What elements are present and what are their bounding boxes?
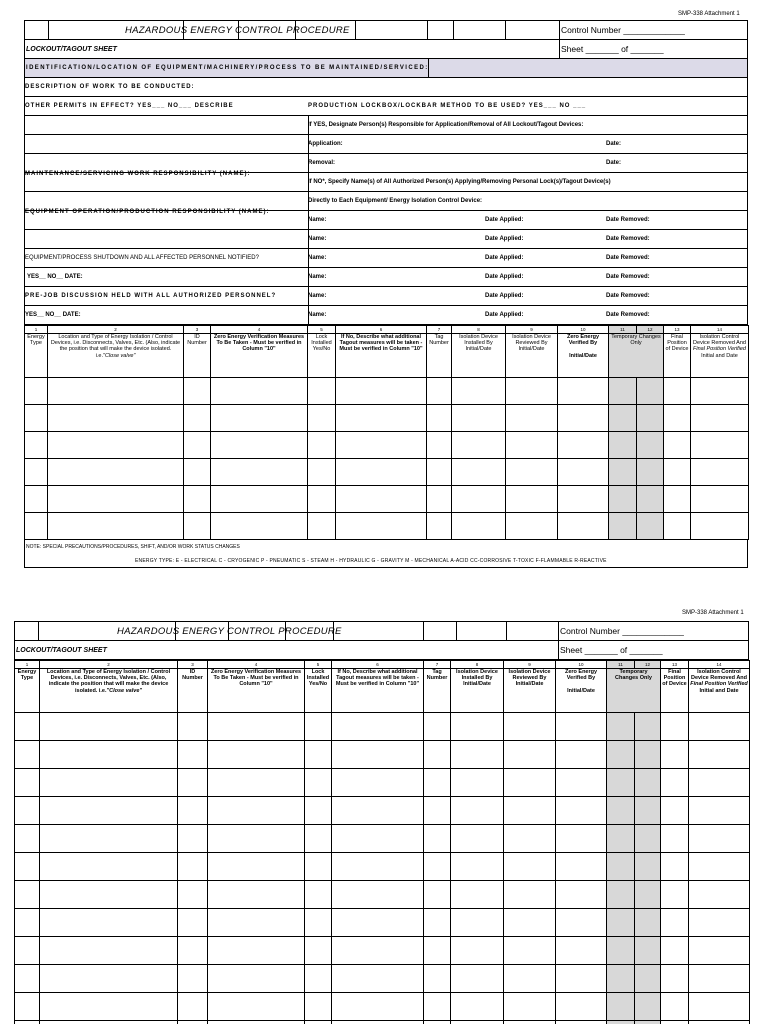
col-reviewed-by: Isolation Device Reviewed By Initial/Date <box>504 669 556 713</box>
col-temporary-changes: Temporary Changes Only <box>609 334 664 378</box>
col-installed-by: Isolation Device Installed By Initial/Date <box>452 334 506 378</box>
col-zero-energy-verified <box>556 669 607 713</box>
date-applied-label: Date Applied: <box>485 293 524 299</box>
col-id-number: ID Number <box>178 669 208 713</box>
table-row[interactable] <box>15 909 750 937</box>
sheet-label: Sheet <box>561 44 584 54</box>
col-zero-energy-verified <box>558 334 609 378</box>
col-installed-by: Isolation Device Installed By Initial/Date <box>451 669 504 713</box>
subtitle-row <box>25 40 747 59</box>
col-num: 2 <box>40 661 178 669</box>
col-removed-sub: Initial and Date <box>701 352 738 359</box>
table-row[interactable] <box>15 881 750 909</box>
title-row <box>25 21 747 40</box>
col-tagout-measures: If No, Describe what additional Tagout measures will be taken - Must be verified in Column "10" <box>336 334 427 378</box>
other-permits-label: OTHER PERMITS IN EFFECT? YES___ NO___ DESCRIBE <box>25 103 234 109</box>
control-number-blank[interactable]: _____________ <box>622 626 684 636</box>
of-label: of <box>620 645 628 655</box>
col-num: 4 <box>211 326 308 334</box>
name-label: Name: <box>308 312 327 318</box>
yes-no-date-2: YES__ NO__ DATE: <box>25 312 81 318</box>
name-row-5[interactable] <box>25 287 747 306</box>
lockout-tagout-sheet-1 <box>24 20 748 568</box>
col-num: 12 <box>635 661 661 669</box>
table-row[interactable] <box>15 741 750 769</box>
col-num: 10 <box>556 661 607 669</box>
col-num: 7 <box>427 326 452 334</box>
permits-row[interactable] <box>25 97 747 116</box>
description-row[interactable] <box>25 78 747 97</box>
col-location-italic: "Close valve" <box>106 687 142 694</box>
col-num: 14 <box>689 661 750 669</box>
col-num: 7 <box>424 661 451 669</box>
col-num: 5 <box>305 661 332 669</box>
directly-label: Directly to Each Equipment/ Energy Isolation Control Device: <box>308 198 483 204</box>
sheet-type: LOCKOUT/TAGOUT SHEET <box>26 46 117 53</box>
table-row[interactable] <box>15 825 750 853</box>
maintenance-label: MAINTENANCE/SERVICING WORK RESPONSIBILITY (NAME): <box>25 171 251 177</box>
sheet-number <box>561 40 664 59</box>
date-removed-label: Date Removed: <box>606 255 650 261</box>
col-removed-sub: Initial and Date <box>699 687 739 694</box>
col-num: 8 <box>451 661 504 669</box>
col-verified-text: Zero Energy Verified By <box>564 669 598 682</box>
isolation-device-table <box>14 660 750 1024</box>
col-num: 1 <box>25 326 48 334</box>
date-applied-label: Date Applied: <box>485 312 524 318</box>
col-removed-text: Isolation Control Device Removed And <box>693 334 746 347</box>
col-verified-sub: Initial/Date <box>567 687 595 694</box>
form-title: HAZARDOUS ENERGY CONTROL PROCEDURE <box>125 25 350 36</box>
if-yes-row[interactable] <box>25 116 747 135</box>
col-num: 6 <box>332 661 424 669</box>
description-label: DESCRIPTION OF WORK TO BE CONDUCTED: <box>25 84 195 90</box>
name-row-1[interactable] <box>25 211 747 230</box>
date-removed-label: Date Removed: <box>606 293 650 299</box>
date-removed-label: Date Removed: <box>606 312 650 318</box>
name-row-6[interactable] <box>25 306 747 325</box>
col-num: 11 <box>609 326 637 334</box>
col-num: 2 <box>48 326 184 334</box>
col-verified-sub: Initial/Date <box>569 352 597 359</box>
col-removed-text: Isolation Control Device Removed And <box>690 669 748 682</box>
attachment-label: SMP-338 Attachment 1 <box>682 610 744 616</box>
col-final-position: Final Position of Device <box>661 669 689 713</box>
col-num: 1 <box>15 661 40 669</box>
col-device-removed <box>691 334 749 378</box>
col-num: 3 <box>178 661 208 669</box>
if-no-label: If NO*, Specify Name(s) of All Authorized Person(s) Applying/Removing Personal Lock(s)/Tagout Device(s) <box>308 179 611 185</box>
col-energy-type: Energy Type <box>25 334 48 378</box>
col-device-removed <box>689 669 750 713</box>
sheet-form <box>24 78 748 325</box>
sheet-number <box>560 641 663 660</box>
col-energy-type: Energy Type <box>15 669 40 713</box>
column-header-row <box>15 669 750 713</box>
name-row-2[interactable] <box>25 230 747 249</box>
col-location-text: Location and Type of Energy Isolation / Control Devices, i.e. Disconnects, Valves, Etc. (Also, indicate the position that will make the device isolated. i.e. <box>50 334 181 359</box>
col-num: 9 <box>506 326 558 334</box>
col-reviewed-by: Isolation Device Reviewed By Initial/Date <box>506 334 558 378</box>
column-header-row <box>25 334 749 378</box>
removal-date-label: Date: <box>606 160 622 166</box>
if-yes-label: If YES, Designate Person(s) Responsible for Application/Removal of All Lockout/Tagout Devices: <box>308 122 584 128</box>
isolation-device-table <box>24 325 749 540</box>
sheet-total-blank[interactable]: _______ <box>629 645 663 655</box>
sheet-total-blank[interactable]: _______ <box>630 44 664 54</box>
sheet-number-blank[interactable]: _______ <box>585 44 619 54</box>
identification-row[interactable] <box>25 59 747 78</box>
col-zero-energy-measures: Zero Energy Verification Measures To Be Taken - Must be verified in Column "10" <box>208 669 305 713</box>
col-num: 6 <box>336 326 427 334</box>
col-tagout-measures: If No, Describe what additional Tagout measures will be taken - Must be verified in Column "10" <box>332 669 424 713</box>
name-row-4[interactable] <box>25 268 747 287</box>
sheet-number-blank[interactable]: _______ <box>584 645 618 655</box>
lockout-tagout-sheet-2 <box>14 621 749 1024</box>
equipment-operation-label: EQUIPMENT OPERATION/PRODUCTION RESPONSIBILITY (NAME): <box>25 209 270 215</box>
subtitle-row <box>15 641 748 660</box>
col-id-number: ID Number <box>184 334 211 378</box>
date-applied-label: Date Applied: <box>485 274 524 280</box>
name-row-3[interactable] <box>25 249 747 268</box>
sheet-label: Sheet <box>560 645 583 655</box>
energy-type-legend: ENERGY TYPE: E - ELECTRICAL C - CRYOGENIC P - PNEUMATIC S - STEAM H - HYDRAULIC G - GRAVITY M - MECHANICAL A-ACID CC-CORROSIVE T-TOXIC F-FLAMMABLE R-REACTIVE <box>135 558 607 564</box>
table-row[interactable] <box>15 713 750 741</box>
col-num: 13 <box>661 661 689 669</box>
note-label: NOTE: SPECIAL PRECAUTIONS/PROCEDURES, SHIFT, AND/OR WORK STATUS CHANGES <box>26 544 240 550</box>
table-row[interactable] <box>25 405 749 432</box>
title-row <box>15 622 748 641</box>
col-location <box>40 669 178 713</box>
col-num: 8 <box>452 326 506 334</box>
table-row[interactable] <box>25 378 749 405</box>
table-row[interactable] <box>25 432 749 459</box>
control-number <box>561 21 685 40</box>
notes-area[interactable] <box>24 540 748 568</box>
application-label: Application: <box>308 141 343 147</box>
control-number-label: Control Number <box>560 626 620 636</box>
col-lock-installed: Lock Installed Yes/No <box>308 334 336 378</box>
name-label: Name: <box>308 236 327 242</box>
prejob-label: PRE-JOB DISCUSSION HELD WITH ALL AUTHORIZED PERSONNEL? <box>25 293 277 299</box>
col-num: 14 <box>691 326 749 334</box>
table-row[interactable] <box>25 486 749 513</box>
name-label: Name: <box>308 274 327 280</box>
col-lock-installed: Lock Installed Yes/No <box>305 669 332 713</box>
table-row[interactable] <box>15 797 750 825</box>
name-label: Name: <box>308 255 327 261</box>
date-applied-label: Date Applied: <box>485 217 524 223</box>
table-row[interactable] <box>15 1021 750 1024</box>
sheet-type: LOCKOUT/TAGOUT SHEET <box>16 647 107 654</box>
col-num: 4 <box>208 661 305 669</box>
application-row[interactable] <box>25 135 747 154</box>
identification-label: IDENTIFICATION/LOCATION OF EQUIPMENT/MACHINERY/PROCESS TO BE MAINTAINED/SERVICED: <box>26 65 429 71</box>
col-num: 5 <box>308 326 336 334</box>
col-location-italic: "Close valve" <box>103 352 136 359</box>
date-removed-label: Date Removed: <box>606 217 650 223</box>
production-method-label: PRODUCTION LOCKBOX/LOCKBAR METHOD TO BE USED? YES___ NO ___ <box>308 103 587 109</box>
date-removed-label: Date Removed: <box>606 274 650 280</box>
control-number <box>560 622 684 641</box>
table-row[interactable] <box>25 459 749 486</box>
col-tag-number: Tag Number <box>424 669 451 713</box>
table-row[interactable] <box>25 513 749 540</box>
removal-label: Removal: <box>308 160 336 166</box>
col-removed-italic: Final Position Verified <box>693 346 746 353</box>
maintenance-row[interactable] <box>25 173 747 192</box>
table-row[interactable] <box>15 937 750 965</box>
table-row[interactable] <box>15 769 750 797</box>
col-verified-text: Zero Energy Verified By <box>566 334 600 347</box>
col-num: 11 <box>607 661 635 669</box>
control-number-label: Control Number <box>561 25 621 35</box>
yes-no-date-1: YES__ NO__ DATE: <box>27 274 83 280</box>
col-location-text: Location and Type of Energy Isolation / Control Devices, i.e. Disconnects, Valves, Etc. (Also, indicate the position that will make the device isolated. i.e. <box>46 669 171 694</box>
name-label: Name: <box>308 217 327 223</box>
col-removed-italic: Final Position Verified <box>690 681 748 688</box>
control-number-blank[interactable]: _____________ <box>623 25 685 35</box>
col-num: 3 <box>184 326 211 334</box>
col-num: 9 <box>504 661 556 669</box>
column-number-row <box>25 326 749 334</box>
col-final-position: Final Position of Device <box>664 334 691 378</box>
col-tag-number: Tag Number <box>427 334 452 378</box>
date-applied-label: Date Applied: <box>485 255 524 261</box>
form-title: HAZARDOUS ENERGY CONTROL PROCEDURE <box>117 626 342 637</box>
table-row[interactable] <box>15 853 750 881</box>
application-date-label: Date: <box>606 141 622 147</box>
name-label: Name: <box>308 293 327 299</box>
column-number-row <box>15 661 750 669</box>
date-applied-label: Date Applied: <box>485 236 524 242</box>
date-removed-label: Date Removed: <box>606 236 650 242</box>
col-temporary-changes: Temporary Changes Only <box>607 669 661 713</box>
col-location <box>48 334 184 378</box>
col-num: 12 <box>637 326 664 334</box>
shutdown-label: EQUIPMENT/PROCESS SHUTDOWN AND ALL AFFECTED PERSONNEL NOTIFIED? <box>25 255 259 261</box>
col-num: 13 <box>664 326 691 334</box>
col-zero-energy-measures: Zero Energy Verification Measures To Be Taken - Must be verified in Column "10" <box>211 334 308 378</box>
attachment-label: SMP-338 Attachment 1 <box>678 11 740 17</box>
table-row[interactable] <box>15 993 750 1021</box>
of-label: of <box>621 44 629 54</box>
col-num: 10 <box>558 326 609 334</box>
sheet-header <box>14 621 749 660</box>
table-row[interactable] <box>15 965 750 993</box>
sheet-header <box>24 20 748 78</box>
